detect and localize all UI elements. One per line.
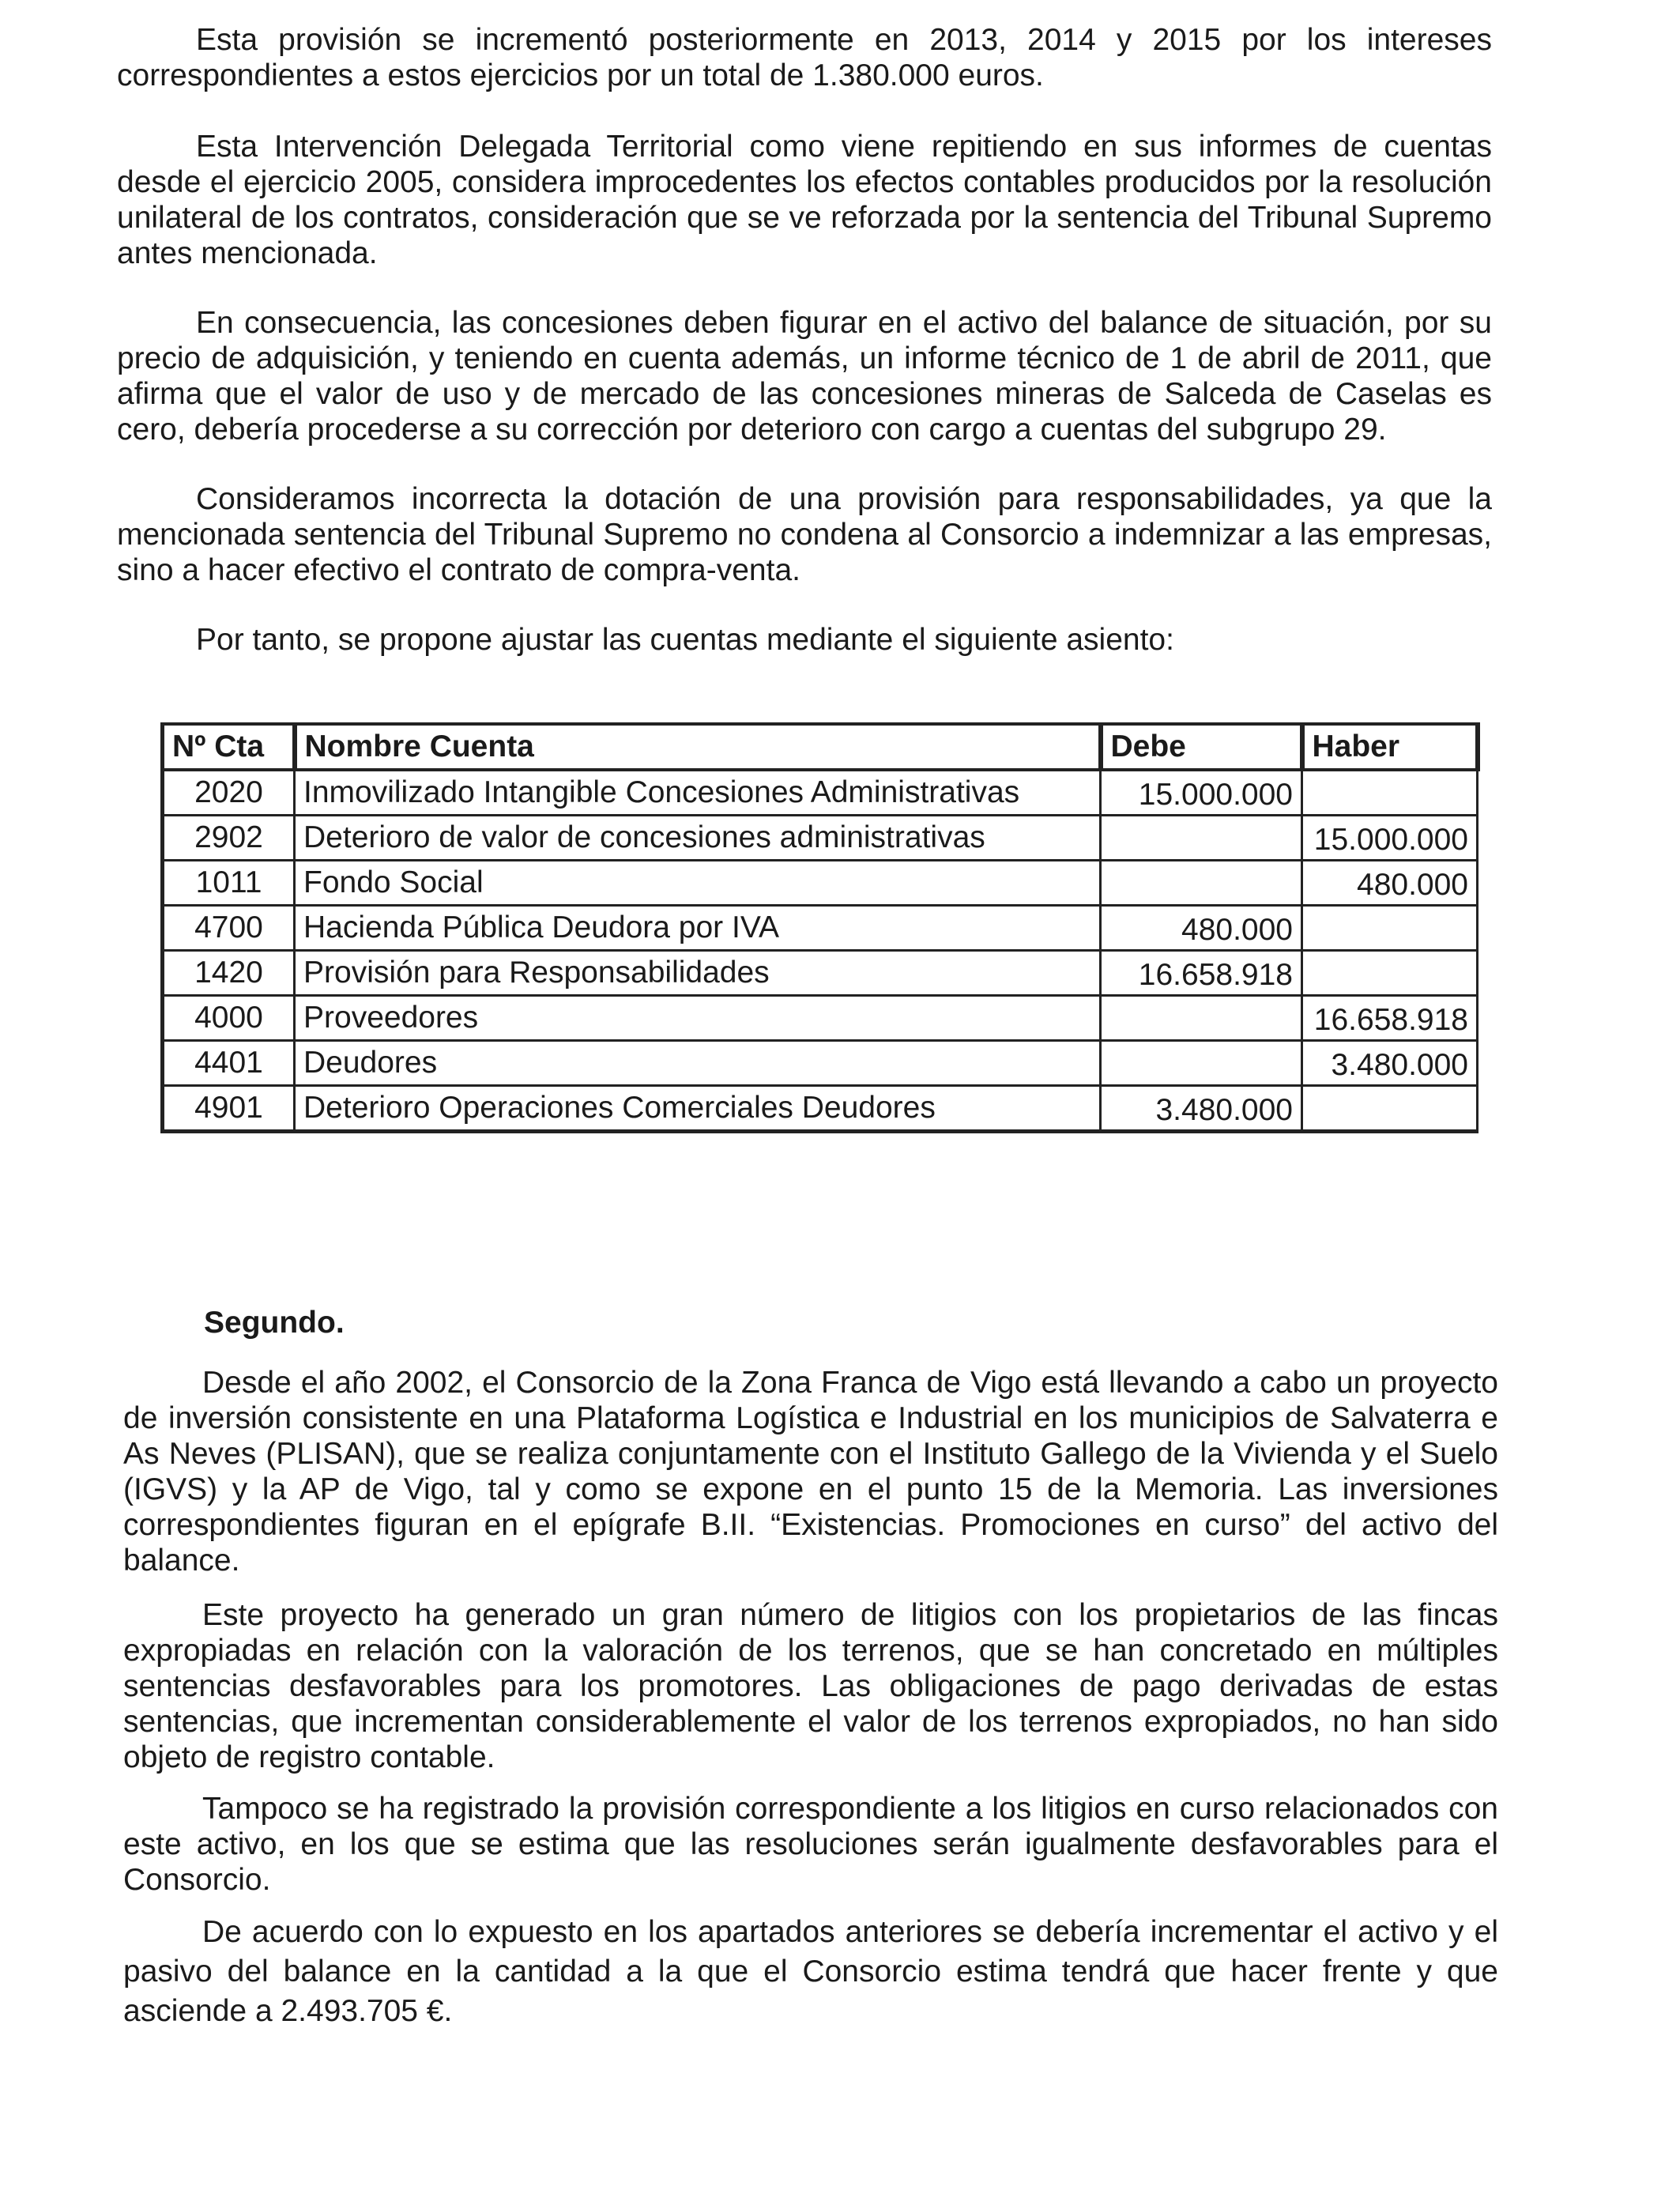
header-debe: Debe: [1101, 724, 1302, 770]
table-row: [163, 906, 1478, 951]
cell-haber: [1302, 951, 1478, 996]
cell-nombre: Proveedores: [295, 996, 1101, 1041]
paragraph-litigios: Este proyecto ha generado un gran número de litigios con los propietarios de las fincas expropiadas en relación con la valoración de los terrenos, que se han concretado en múltiples sentencias desfavorables para los promotores. Las obligaciones de pago derivadas de estas sentencias, que incrementan considerablemente el valor de los terrenos expropiados, no han sido objeto de registro contable.: [123, 1598, 1498, 1774]
cell-nombre: Deterioro Operaciones Comerciales Deudores: [295, 1086, 1101, 1132]
cell-nombre: Hacienda Pública Deudora por IVA: [295, 906, 1101, 951]
cell-cta: 1420: [163, 951, 295, 996]
cell-debe: 3.480.000: [1101, 1086, 1302, 1132]
table-row: [163, 770, 1478, 816]
cell-haber: 16.658.918: [1302, 996, 1478, 1041]
paragraph-intereses: Esta provisión se incrementó posteriormente en 2013, 2014 y 2015 por los intereses correspondientes a estos ejercicios por un total de 1.380.000 euros.: [117, 23, 1492, 92]
cell-nombre: Deudores: [295, 1041, 1101, 1086]
cell-cta: 4401: [163, 1041, 295, 1086]
cell-nombre: Provisión para Responsabilidades: [295, 951, 1101, 996]
cell-haber: [1302, 906, 1478, 951]
cell-nombre: Fondo Social: [295, 861, 1101, 906]
table-header-row: [163, 724, 1478, 770]
cell-debe: [1101, 816, 1302, 861]
paragraph-asiento-intro: Por tanto, se propone ajustar las cuentas mediante el siguiente asiento:: [196, 623, 1174, 657]
cell-debe: 480.000: [1101, 906, 1302, 951]
cell-cta: 2902: [163, 816, 295, 861]
header-nombre: Nombre Cuenta: [295, 724, 1101, 770]
cell-nombre: Deterioro de valor de concesiones administrativas: [295, 816, 1101, 861]
section-heading-segundo: Segundo.: [204, 1306, 345, 1340]
paragraph-conclusion: De acuerdo con lo expuesto en los apartados anteriores se debería incrementar el activo y el pasivo del balance en la cantidad a la que el Consorcio estima tendrá que hacer frente y que asciende a 2.493.705 €.: [123, 1915, 1498, 2028]
table-row: [163, 951, 1478, 996]
header-cta: Nº Cta: [163, 724, 295, 770]
cell-haber: 15.000.000: [1302, 816, 1478, 861]
table-row: [163, 1086, 1478, 1132]
table-row: [163, 1041, 1478, 1086]
paragraph-provision-litigios: Tampoco se ha registrado la provisión correspondiente a los litigios en curso relacionados con este activo, en los que se estima que las resoluciones serán igualmente desfavorables para el Consorcio.: [123, 1792, 1498, 1897]
paragraph-concesiones: En consecuencia, las concesiones deben figurar en el activo del balance de situación, por su precio de adquisición, y teniendo en cuenta además, un informe técnico de 1 de abril de 2011, que afirma que el valor de uso y de mercado de las concesiones mineras de Salceda de Caselas es cero, debería procederse a su corrección por deterioro con cargo a cuentas del subgrupo 29.: [117, 306, 1492, 447]
cell-haber: [1302, 1086, 1478, 1132]
cell-debe: [1101, 861, 1302, 906]
table-row: [163, 816, 1478, 861]
cell-haber: 480.000: [1302, 861, 1478, 906]
cell-haber: [1302, 770, 1478, 816]
cell-nombre: Inmovilizado Intangible Concesiones Administrativas: [295, 770, 1101, 816]
journal-entry-table: [160, 722, 1480, 1133]
cell-cta: 4000: [163, 996, 295, 1041]
table-row: [163, 996, 1478, 1041]
cell-cta: 1011: [163, 861, 295, 906]
cell-debe: [1101, 1041, 1302, 1086]
cell-cta: 2020: [163, 770, 295, 816]
paragraph-plisan: Desde el año 2002, el Consorcio de la Zona Franca de Vigo está llevando a cabo un proyecto de inversión consistente en una Plataforma Logística e Industrial en los municipios de Salvaterra e As Neves (PLISAN), que se realiza conjuntamente con el Instituto Gallego de la Vivienda y el Suelo (IGVS) y la AP de Vigo, tal y como se expone en el punto 15 de la Memoria. Las inversiones correspondientes figuran en el epígrafe B.II. “Existencias. Promociones en curso” del activo del balance.: [123, 1366, 1498, 1578]
cell-cta: 4901: [163, 1086, 295, 1132]
header-haber: Haber: [1302, 724, 1478, 770]
cell-cta: 4700: [163, 906, 295, 951]
cell-haber: 3.480.000: [1302, 1041, 1478, 1086]
paragraph-provision: Consideramos incorrecta la dotación de una provisión para responsabilidades, ya que la mencionada sentencia del Tribunal Supremo no condena al Consorcio a indemnizar a las empresas, sino a hacer efectivo el contrato de compra-venta.: [117, 482, 1492, 587]
cell-debe: 15.000.000: [1101, 770, 1302, 816]
cell-debe: 16.658.918: [1101, 951, 1302, 996]
table-row: [163, 861, 1478, 906]
paragraph-intervencion: Esta Intervención Delegada Territorial como viene repitiendo en sus informes de cuentas desde el ejercicio 2005, considera improcedentes los efectos contables producidos por la resolución unilateral de los contratos, consideración que se ve reforzada por la sentencia del Tribunal Supremo antes mencionada.: [117, 130, 1492, 270]
cell-debe: [1101, 996, 1302, 1041]
